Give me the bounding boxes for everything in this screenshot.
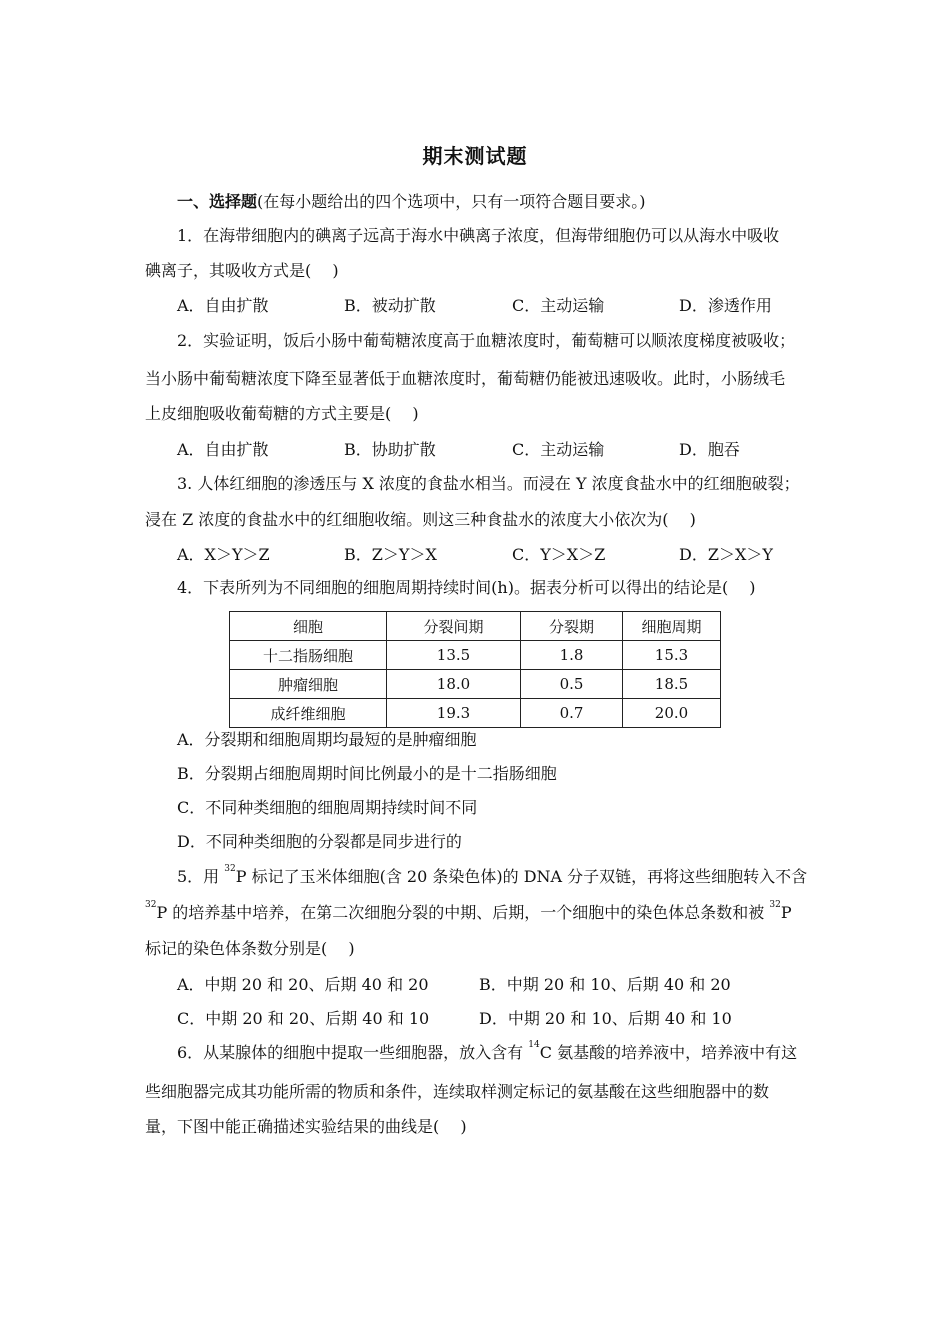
page-title: 期末测试题	[422, 144, 528, 168]
table-row	[230, 641, 721, 670]
table-cell: 18.5	[623, 670, 721, 699]
cell-cycle-table	[229, 611, 721, 728]
table-header-cycle: 细胞周期	[623, 612, 721, 641]
q5-line-1	[177, 864, 808, 887]
q2-option-c[interactable]: C．主动运输	[512, 440, 605, 459]
q3-option-a[interactable]: A．X＞Y＞Z	[177, 545, 270, 564]
q5-text: P	[780, 903, 792, 922]
section-label: 一、选择题	[177, 192, 258, 211]
table-cell: 18.0	[387, 670, 521, 699]
section-note: (在每小题给出的四个选项中，只有一项符合题目要求。)	[257, 192, 646, 211]
q6-text: C 氨基酸的培养液中，培养液中有这	[539, 1043, 798, 1062]
q2-line-3: 上皮细胞吸收葡萄糖的方式主要是( )	[145, 404, 419, 423]
q6-line-1	[177, 1040, 798, 1063]
table-header-interphase: 分裂间期	[387, 612, 521, 641]
q2-option-a[interactable]: A．自由扩散	[177, 440, 269, 459]
q1-option-a[interactable]: A．自由扩散	[177, 296, 269, 315]
q3-line-1: 3. 人体红细胞的渗透压与 X 浓度的食盐水相当。而浸在 Y 浓度食盐水中的红细胞破裂；	[177, 474, 800, 493]
q5-line-3: 标记的染色体条数分别是( )	[145, 939, 355, 958]
q5-text: P 的培养基中培养，在第二次细胞分裂的中期、后期，一个细胞中的染色体总条数和被	[156, 903, 770, 922]
table-cell: 成纤维细胞	[230, 699, 387, 728]
q2-option-d[interactable]: D．胞吞	[679, 440, 740, 459]
q2-line-2: 当小肠中葡萄糖浓度下降至显著低于血糖浓度时，葡萄糖仍能被迅速吸收。此时，小肠绒毛	[145, 369, 786, 388]
table-row	[230, 699, 721, 728]
q3-option-d[interactable]: D．Z＞X＞Y	[679, 545, 773, 564]
q3-line-2: 浸在 Z 浓度的食盐水中的红细胞收缩。则这三种食盐水的浓度大小依次为( )	[145, 510, 696, 529]
q4-option-b[interactable]: B．分裂期占细胞周期时间比例最小的是十二指肠细胞	[177, 764, 557, 783]
table-cell: 1.8	[521, 641, 623, 670]
q6-text: 6．从某腺体的细胞中提取一些细胞器，放入含有	[177, 1043, 529, 1062]
q2-option-b[interactable]: B．协助扩散	[344, 440, 436, 459]
q1-option-b[interactable]: B．被动扩散	[344, 296, 436, 315]
q5-isotope-mark: 32	[224, 864, 236, 874]
q5-option-a[interactable]: A．中期 20 和 20、后期 40 和 20	[177, 975, 429, 994]
table-header-mitosis: 分裂期	[521, 612, 623, 641]
q3-option-b[interactable]: B．Z＞Y＞X	[344, 545, 437, 564]
section-header	[177, 192, 646, 212]
q4-option-d[interactable]: D．不同种类细胞的分裂都是同步进行的	[177, 832, 462, 851]
q1-option-c[interactable]: C．主动运输	[512, 296, 605, 315]
table-cell: 13.5	[387, 641, 521, 670]
table-row	[230, 670, 721, 699]
q4-option-c[interactable]: C．不同种类细胞的细胞周期持续时间不同	[177, 798, 478, 817]
q5-isotope-mark: 32	[769, 900, 781, 910]
q4-line-1: 4．下表所列为不同细胞的细胞周期持续时间(h)。据表分析可以得出的结论是( )	[177, 578, 756, 597]
q3-option-c[interactable]: C．Y＞X＞Z	[512, 545, 606, 564]
q5-isotope-mark: 32	[145, 900, 157, 910]
table-cell: 0.7	[521, 699, 623, 728]
table-header-row	[230, 612, 721, 641]
q6-line-2: 些细胞器完成其功能所需的物质和条件，连续取样测定标记的氨基酸在这些细胞器中的数	[145, 1082, 770, 1101]
table-cell: 15.3	[623, 641, 721, 670]
table-header-cell: 细胞	[230, 612, 387, 641]
q1-option-d[interactable]: D．渗透作用	[679, 296, 772, 315]
q5-option-c[interactable]: C．中期 20 和 20、后期 40 和 10	[177, 1009, 430, 1028]
table-cell: 肿瘤细胞	[230, 670, 387, 699]
q4-option-a[interactable]: A．分裂期和细胞周期均最短的是肿瘤细胞	[177, 730, 477, 749]
q1-line-2: 碘离子，其吸收方式是( )	[145, 261, 339, 280]
table-cell: 十二指肠细胞	[230, 641, 387, 670]
q6-line-3: 量，下图中能正确描述实验结果的曲线是( )	[145, 1117, 467, 1136]
table-cell: 20.0	[623, 699, 721, 728]
q5-option-b[interactable]: B．中期 20 和 10、后期 40 和 20	[479, 975, 731, 994]
q6-isotope-mark: 14	[528, 1040, 540, 1050]
q2-line-1: 2．实验证明，饭后小肠中葡萄糖浓度高于血糖浓度时，葡萄糖可以顺浓度梯度被吸收；	[177, 331, 796, 350]
table-cell: 19.3	[387, 699, 521, 728]
q5-text: 5．用	[177, 867, 225, 886]
table-cell: 0.5	[521, 670, 623, 699]
q1-line-1: 1．在海带细胞内的碘离子远高于海水中碘离子浓度，但海带细胞仍可以从海水中吸收	[177, 226, 780, 245]
q5-text: P 标记了玉米体细胞(含 20 条染色体)的 DNA 分子双链，再将这些细胞转入不含	[235, 867, 808, 886]
q5-option-d[interactable]: D．中期 20 和 10、后期 40 和 10	[479, 1009, 732, 1028]
q5-line-2	[145, 900, 792, 923]
